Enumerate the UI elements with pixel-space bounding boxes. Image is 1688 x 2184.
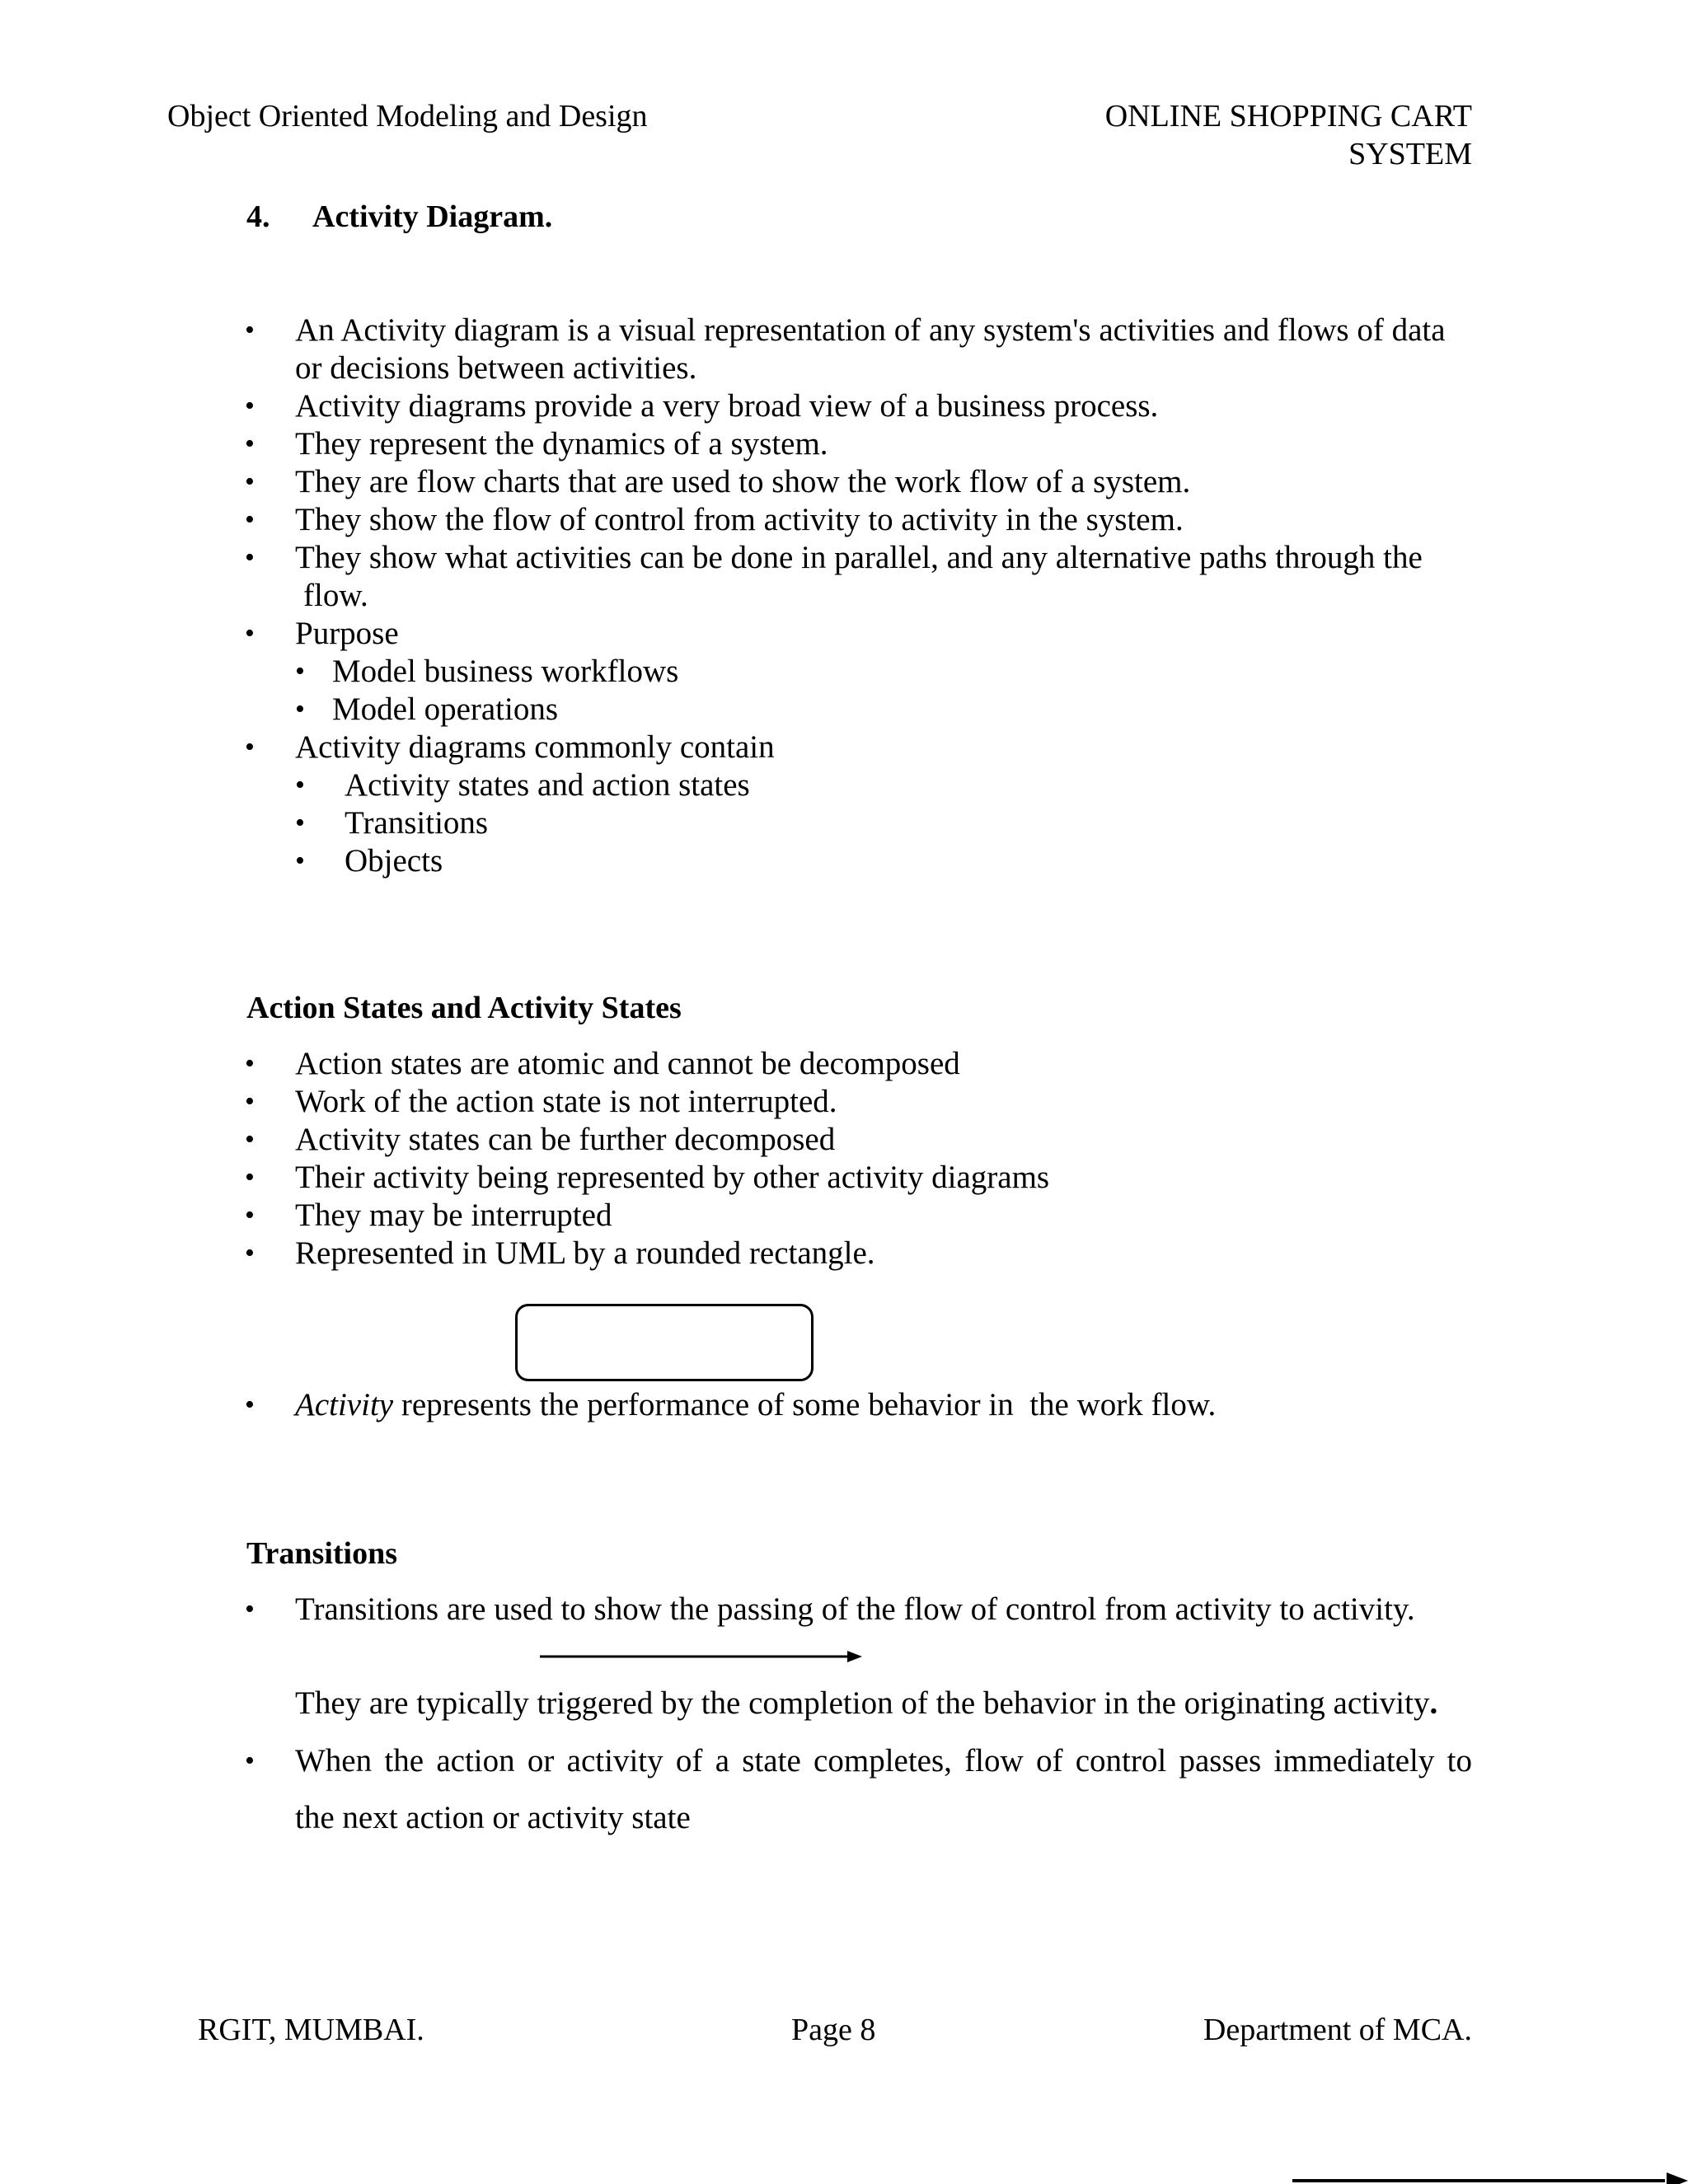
header-left: Object Oriented Modeling and Design <box>167 99 648 134</box>
bullet: • <box>295 770 305 800</box>
activity-state-rounded-rectangle <box>515 1304 814 1381</box>
action-state-item-2: Work of the action state is not interrupted. <box>295 1084 837 1119</box>
bullet: • <box>245 618 255 649</box>
intro-item-1-line1: An Activity diagram is a visual representation of any system's activities and flows of data <box>295 312 1446 348</box>
bullet: • <box>245 429 255 459</box>
action-state-item-1: Action states are atomic and cannot be decomposed <box>295 1046 960 1081</box>
transitions-trigger-text <box>295 1685 1437 1722</box>
transition-arrow-icon <box>536 1647 865 1666</box>
bullet: • <box>245 1594 255 1624</box>
transitions-item-1: Transitions are used to show the passing of the flow of control from activity to activity. <box>295 1591 1415 1627</box>
bullet: • <box>245 466 255 497</box>
bullet: • <box>295 846 305 876</box>
bullet: • <box>245 1390 255 1420</box>
action-state-item-5: They may be interrupted <box>295 1197 612 1233</box>
action-state-item-6: Represented in UML by a rounded rectangle. <box>295 1235 875 1271</box>
bullet: • <box>295 808 305 838</box>
intro-item-1-line2: or decisions between activities. <box>295 350 697 386</box>
action-states-heading: Action States and Activity States <box>246 991 682 1025</box>
purpose-item-1: Model business workflows <box>332 654 679 689</box>
intro-item-3: They represent the dynamics of a system. <box>295 426 828 462</box>
bullet: • <box>295 694 305 724</box>
intro-item-2: Activity diagrams provide a very broad view of a business process. <box>295 388 1159 424</box>
bullet: • <box>245 542 255 573</box>
bullet: • <box>245 1048 255 1079</box>
trigger-text: They are typically triggered by the completion of the behavior in the originating activity <box>295 1685 1430 1721</box>
contain-item-2: Transitions <box>345 805 489 841</box>
bullet: • <box>245 1086 255 1117</box>
transitions-item-2-line2: the next action or activity state <box>295 1800 691 1835</box>
section-title: Activity Diagram. <box>312 199 553 234</box>
footer-page-number: Page 8 <box>791 2013 876 2047</box>
bullet: • <box>245 1124 255 1155</box>
bullet: • <box>245 315 255 345</box>
contain-item-1: Activity states and action states <box>345 767 750 803</box>
footer-right: Department of MCA. <box>1203 2013 1472 2047</box>
header-right-line1: ONLINE SHOPPING CART <box>1104 99 1472 134</box>
partial-arrow-icon <box>1286 2143 1688 2184</box>
section-number: 4. <box>246 199 270 234</box>
bullet: • <box>245 732 255 762</box>
bullet: • <box>295 656 305 687</box>
transitions-heading: Transitions <box>246 1536 398 1571</box>
purpose-item-2: Model operations <box>332 691 559 727</box>
contain-item-3: Objects <box>345 843 443 879</box>
bullet: • <box>245 1746 255 1776</box>
intro-item-5: They show the flow of control from activity to activity in the system. <box>295 502 1184 537</box>
intro-item-contain: Activity diagrams commonly contain <box>295 729 775 765</box>
activity-definition-text: represents the performance of some behavior in the work flow. <box>393 1387 1217 1422</box>
trigger-period: . <box>1429 1685 1438 1721</box>
activity-definition <box>295 1386 1216 1424</box>
action-state-item-4: Their activity being represented by other activity diagrams <box>295 1160 1050 1195</box>
intro-item-purpose: Purpose <box>295 616 399 651</box>
bullet: • <box>245 1200 255 1230</box>
intro-item-6-line1: They show what activities can be done in parallel, and any alternative paths through the <box>295 540 1423 575</box>
footer-left: RGIT, MUMBAI. <box>198 2013 424 2047</box>
bullet: • <box>245 1162 255 1193</box>
intro-item-6-line2: flow. <box>303 578 368 613</box>
bullet: • <box>245 504 255 535</box>
bullet: • <box>245 1238 255 1268</box>
intro-item-4: They are flow charts that are used to show the work flow of a system. <box>295 464 1191 499</box>
header-right-line2: SYSTEM <box>1348 137 1472 171</box>
transitions-item-2-line1: When the action or activity of a state completes, flow of control passes immediately to <box>295 1743 1472 1779</box>
action-state-item-3: Activity states can be further decomposed <box>295 1122 836 1157</box>
activity-term: Activity <box>295 1387 394 1422</box>
bullet: • <box>245 391 255 421</box>
header-right <box>1105 97 1472 173</box>
